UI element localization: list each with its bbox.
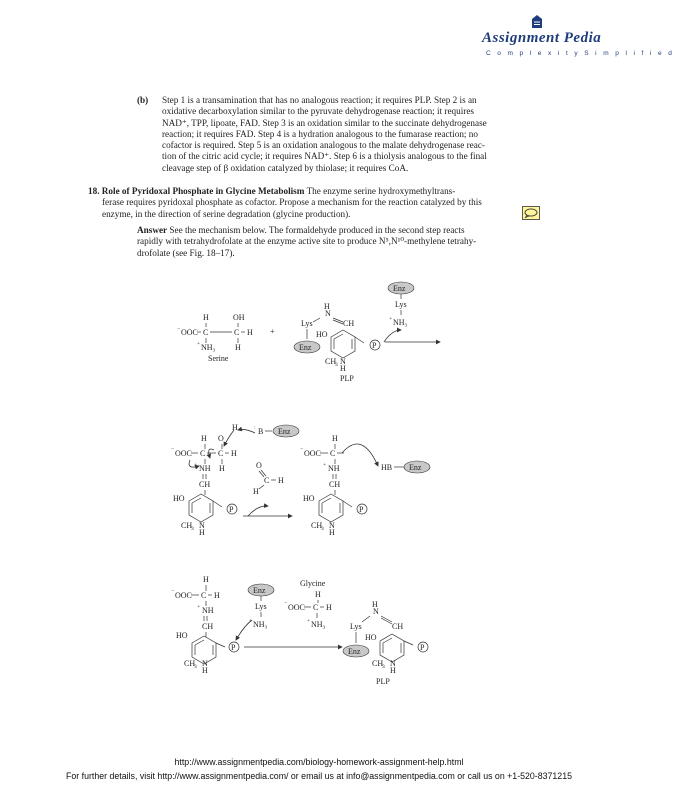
svg-text:HO: HO [176,631,188,640]
svg-text:H: H [247,328,253,337]
svg-text:OOC: OOC [175,449,192,458]
svg-text:OOC: OOC [181,328,198,337]
svg-text:H: H [231,449,237,458]
base-enzyme [238,425,299,437]
intermediate-3 [171,575,239,675]
svg-text:+: + [389,316,393,322]
svg-text:3: 3 [335,362,338,368]
svg-text:Lys: Lys [255,602,267,611]
svg-text:CH: CH [181,521,193,530]
svg-text:CH: CH [343,319,355,328]
svg-text:Enz: Enz [348,647,361,656]
svg-text:H: H [390,666,396,675]
question-title: Role of Pyridoxal Phosphate in Glycine Metabolism [101,186,305,196]
svg-text:Enz: Enz [253,586,266,595]
svg-text:N: N [325,309,331,318]
svg-text:HO: HO [365,633,377,642]
svg-text:CH: CH [329,480,341,489]
svg-text:H: H [203,575,209,584]
plp-enzyme-regenerated [343,600,428,686]
svg-text:Enz: Enz [299,343,312,352]
intermediate-2 [300,434,378,537]
enz-lys-nh3 [388,282,414,327]
svg-text:C: C [200,449,206,458]
svg-text:NH₃: NH₃ [201,343,216,352]
svg-text:HO: HO [173,494,185,503]
svg-text:Lys: Lys [395,300,407,309]
svg-text::: : [254,425,256,431]
svg-text:C: C [264,476,270,485]
question-line: ferase requires pyridoxal phosphate as cofactor. Propose a mechanism for the reaction catalyzed by this [102,197,482,208]
svg-text:CH: CH [202,622,214,631]
svg-text:NH: NH [199,464,211,473]
svg-text:H: H [340,364,346,373]
svg-text:3: 3 [321,526,324,532]
svg-text:NH₃: NH₃ [253,620,268,629]
footer-url[interactable]: http://www.assignmentpedia.com/biology-homework-assignment-help.html [174,757,464,767]
svg-text:H: H [214,591,220,600]
svg-text:−: − [171,446,175,452]
svg-text:Enz: Enz [278,427,291,436]
svg-text:NH: NH [202,606,214,615]
svg-text:H: H [278,476,284,485]
svg-text:O: O [218,434,224,443]
svg-text:P: P [229,505,234,514]
svg-text:CH: CH [199,480,211,489]
svg-text:C: C [313,603,319,612]
svg-text:H: H [324,302,330,311]
svg-text:+: + [197,341,201,347]
part-b-line: Step 1 is a transamination that has no analogous reaction; it requires PLP. Step 2 is an [162,95,477,105]
svg-text:H: H [199,528,205,537]
part-b-line: reaction; it requires FAD. Step 4 is a hydration analogous to the fumarase reaction; no [162,128,478,139]
svg-text:−: − [171,588,175,594]
svg-text:N: N [340,357,346,366]
svg-text:+: + [323,462,327,468]
svg-text:CH: CH [184,659,196,668]
svg-text:H: H [201,434,207,443]
glycine-label: Glycine [300,579,326,588]
svg-text:O: O [256,461,262,470]
svg-text:Enz: Enz [409,463,422,472]
svg-text:+: + [249,618,253,624]
svg-text:C: C [234,328,240,337]
svg-text:NH₃: NH₃ [393,318,408,327]
svg-text:Lys: Lys [350,622,362,631]
svg-text:CH: CH [311,521,323,530]
svg-text:H: H [202,666,208,675]
svg-text:H: H [315,590,321,599]
svg-text:−: − [284,600,288,606]
footer-contact: For further details, visit http://www.assignmentpedia.com/ or email us at info@assignmentpedia.com or call us on +1-520-8371215 [66,771,572,781]
svg-text:H: H [235,343,241,352]
answer-line: drofolate (see Fig. 18–17). [137,247,235,258]
svg-text:H: H [203,313,209,322]
svg-text:NH: NH [328,464,340,473]
svg-text:3: 3 [194,664,197,670]
hb-enzyme [381,461,430,473]
part-b-line: oxidative decarboxylation similar to the pyruvate dehydrogenase reaction; it requires [162,106,475,117]
svg-text:CH: CH [372,659,384,668]
part-b-line: cofactor is required. Step 5 is an oxidation analogous to the malate dehydrogenase reac- [162,140,485,151]
svg-text:+: + [194,462,198,468]
svg-text:+: + [307,618,311,624]
svg-text:H: H [253,487,259,496]
plp-enzyme-complex [294,302,380,383]
glycine-structure [284,579,332,629]
plp-label: PLP [340,374,354,383]
svg-text:−: − [300,446,304,452]
svg-text:H: H [232,423,238,432]
question-line: The enzyme serine hydroxymethyltrans- [306,186,456,196]
answer-label: Answer [137,225,168,235]
svg-text:HO: HO [303,494,315,503]
part-b-line: cleavage step of β oxidation catalyzed by thiolase; it requires CoA. [162,162,409,173]
part-b-line: NAD⁺, TPP, lipoate, FAD. Step 3 is an oxidation similar to the succinate dehydrogenase [162,117,487,128]
enz-lys-nh3-2 [248,584,274,629]
svg-text:H: H [219,464,225,473]
plus-sign: + [270,327,275,336]
svg-text:H: H [332,434,338,443]
plp-label-2: PLP [376,677,390,686]
svg-text:P: P [359,505,364,514]
svg-text:C: C [218,449,224,458]
serine-label: Serine [208,354,229,363]
svg-text:N: N [329,521,335,530]
question-line: enzyme, in the direction of serine degradation (glycine production). [102,208,351,219]
logo-title: Assignment Pedia [482,30,602,46]
svg-text:N: N [202,659,208,668]
svg-text:OOC: OOC [304,449,321,458]
svg-text:H: H [372,600,378,609]
intermediate-1 [171,423,238,537]
svg-text:N: N [373,607,379,616]
svg-text:C: C [330,449,336,458]
serine-structure [177,313,253,363]
svg-text:H: H [329,528,335,537]
svg-text:B: B [258,427,264,436]
question-number: 18. [88,186,100,196]
logo-tagline: C o m p l e x i t y S i m p l i f i e d [486,50,674,57]
svg-text:+: + [197,604,201,610]
svg-text:Lys: Lys [301,319,313,328]
svg-text:H: H [326,603,332,612]
svg-text:HB: HB [381,463,393,472]
svg-text:OH: OH [233,313,245,322]
svg-text:NH₃: NH₃ [311,620,326,629]
svg-text:−: − [177,326,181,332]
svg-text:CH: CH [325,357,337,366]
svg-text:P: P [231,643,236,652]
svg-text:C: C [201,591,207,600]
svg-text:N: N [199,521,205,530]
part-b-line: tion of the citric acid cycle; it requires NAD⁺. Step 6 is a thiolysis analogous to the final [162,151,487,162]
svg-text:CH: CH [392,622,404,631]
svg-text:3: 3 [191,526,194,532]
answer-line: rapidly with tetrahydrofolate at the enzyme active site to produce N⁵,N¹⁰-methylene tetrahy- [137,236,477,247]
svg-text:N: N [390,659,396,668]
answer-line: See the mechanism below. The formaldehyde produced in the second step reacts [169,225,465,235]
svg-text:P: P [420,643,425,652]
svg-text:OOC: OOC [288,603,305,612]
svg-text:P: P [372,341,377,350]
svg-text:OOC: OOC [175,591,192,600]
svg-text:Enz: Enz [393,284,406,293]
svg-text:HO: HO [316,330,328,339]
part-b-label: (b) [137,95,149,105]
formaldehyde [253,461,284,496]
svg-text:C: C [203,328,209,337]
svg-text:3: 3 [382,664,385,670]
